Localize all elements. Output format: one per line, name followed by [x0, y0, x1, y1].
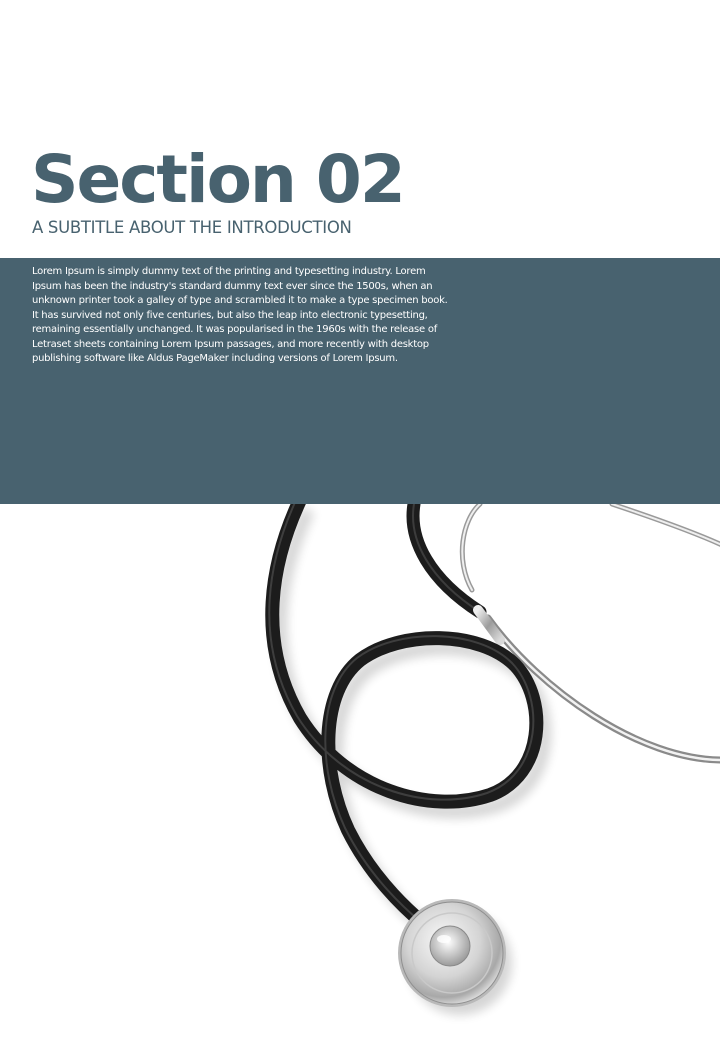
stethoscope-icon: [0, 504, 720, 1040]
section-title: Section 02: [31, 141, 404, 218]
intro-paragraph: Lorem Ipsum is simply dummy text of the printing and typesetting industry. Lorem Ipsum has been the industry's standard dummy text ever since the 1500s, when an unknown printer took a galley of type and scrambled it to make a type specimen book. It has survived not only five centuries, but also the leap into electronic typesetting, remaining essentially unchanged. It was popularised in the 1960s with the release of Letraset sheets containing Lorem Ipsum passages, and more recently with desktop publishing software like Aldus PageMaker including versions of Lorem Ipsum.: [32, 266, 448, 364]
stethoscope-photo: [0, 504, 720, 1040]
section-subtitle: A SUBTITLE ABOUT THE INTRODUCTION: [32, 218, 352, 237]
intro-band: [0, 258, 720, 504]
